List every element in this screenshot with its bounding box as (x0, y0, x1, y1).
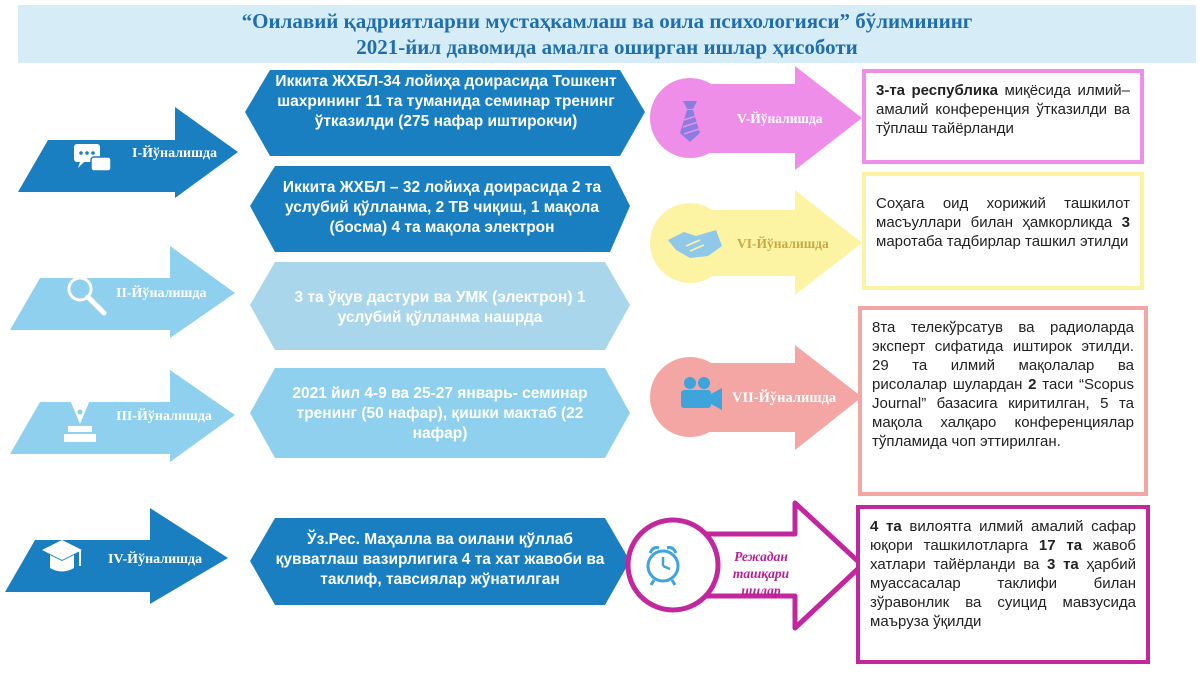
hexagon-3-text: 3 та ўқув дастури ва УМК (электрон) 1 услубий қўлланма нашрда (294, 289, 586, 326)
direction-2-label: II-Йўналишда (116, 286, 207, 301)
direction-8-label-line1: Режадан ташқари (732, 549, 790, 581)
result-box-4-text-3: ҳарбий муассасалар таклифи билан зўравонлик ва суицид мавзусида маъруза ўқилди (870, 556, 1137, 630)
result-box-4 (856, 505, 1150, 664)
direction-8-label (706, 548, 816, 599)
result-box-1 (862, 69, 1144, 164)
result-box-4-text-2: жавоб хатлари тайёрланди ва (870, 537, 1137, 573)
hexagon-1-text: Иккита ЖХБЛ-34 лойиҳа доирасида Тошкент шахрининг 11 та туманида семинар тренинг ўтказилди (275 нафар иштирокчи) (275, 73, 617, 130)
direction-3-label: III-Йўналишда (116, 409, 212, 424)
result-box-1-text: миқёсида илмий–амалий конференция ўтказилди ва тўплаш тайёрланди (876, 82, 1130, 137)
direction-8-label-line2: ишлар (741, 583, 781, 598)
result-box-4-highlight-3: 3 та (1047, 556, 1079, 573)
result-box-2-highlight: 3 (1121, 214, 1130, 231)
result-box-1-highlight: 3-та республика (876, 82, 999, 99)
direction-7-label: VII-Йўналишда (732, 390, 837, 406)
direction-circle-8 (628, 520, 718, 610)
hexagon-2-text: Иккита ЖХБЛ – 32 лойиҳа доирасида 2 та услубий қўлланма, 2 ТВ чиқиш, 1 мақола (босма) 4 та мақола электрон (282, 179, 602, 236)
result-box-4-highlight-1: 4 та (870, 518, 902, 535)
result-box-2-text-end: маротаба тадбирлар ташкил этилди (876, 233, 1129, 250)
result-box-2-text: Соҳага оид хорижий ташкилот масъуллари билан ҳамкорликда (876, 195, 1130, 231)
result-box-4-text-1: вилоятга илмий амалий сафар юқори ташкилотларга (870, 518, 1137, 554)
direction-1-label: I-Йўналишда (132, 146, 218, 161)
result-box-3 (858, 306, 1148, 496)
result-box-4-highlight-2: 17 та (1038, 537, 1083, 554)
direction-5-label: V-Йўналишда (737, 111, 823, 126)
title-line-2: 2021-йил давомида амалга оширган ишлар ҳисоботи (356, 35, 858, 59)
hexagon-4-text: 2021 йил 4-9 ва 25-27 январь- семинар тренинг (50 нафар), қишки мактаб (22 нафар) (292, 385, 588, 442)
result-box-3-highlight: 2 (1028, 376, 1037, 393)
hexagon-5-text: Ўз.Рес. Маҳалла ва оилани қўллаб қувватлаш вазирлигига 4 та хат жавоби ва таклиф, тавсиялар жўнатилган (275, 531, 605, 588)
result-box-3-text-end: таси “Scopus Journal” базасига киритилган, 5 та мақола халқаро конференциялар тўпламида чоп эттирилган. (872, 376, 1134, 450)
result-box-2 (862, 172, 1144, 290)
direction-6-label: VI-Йўналишда (737, 236, 829, 251)
title-line-1: “Оилавий қадриятларни мустаҳкамлаш ва оила психологияси” бўлимининг (241, 9, 973, 33)
result-box-3-text: 8та телекўрсатув ва радиоларда эксперт сифатида иштирок этилди. 29 та илмий мақолалар ва рисолалар шулардан (872, 319, 1134, 393)
direction-4-label: IV-Йўналишда (108, 552, 203, 567)
